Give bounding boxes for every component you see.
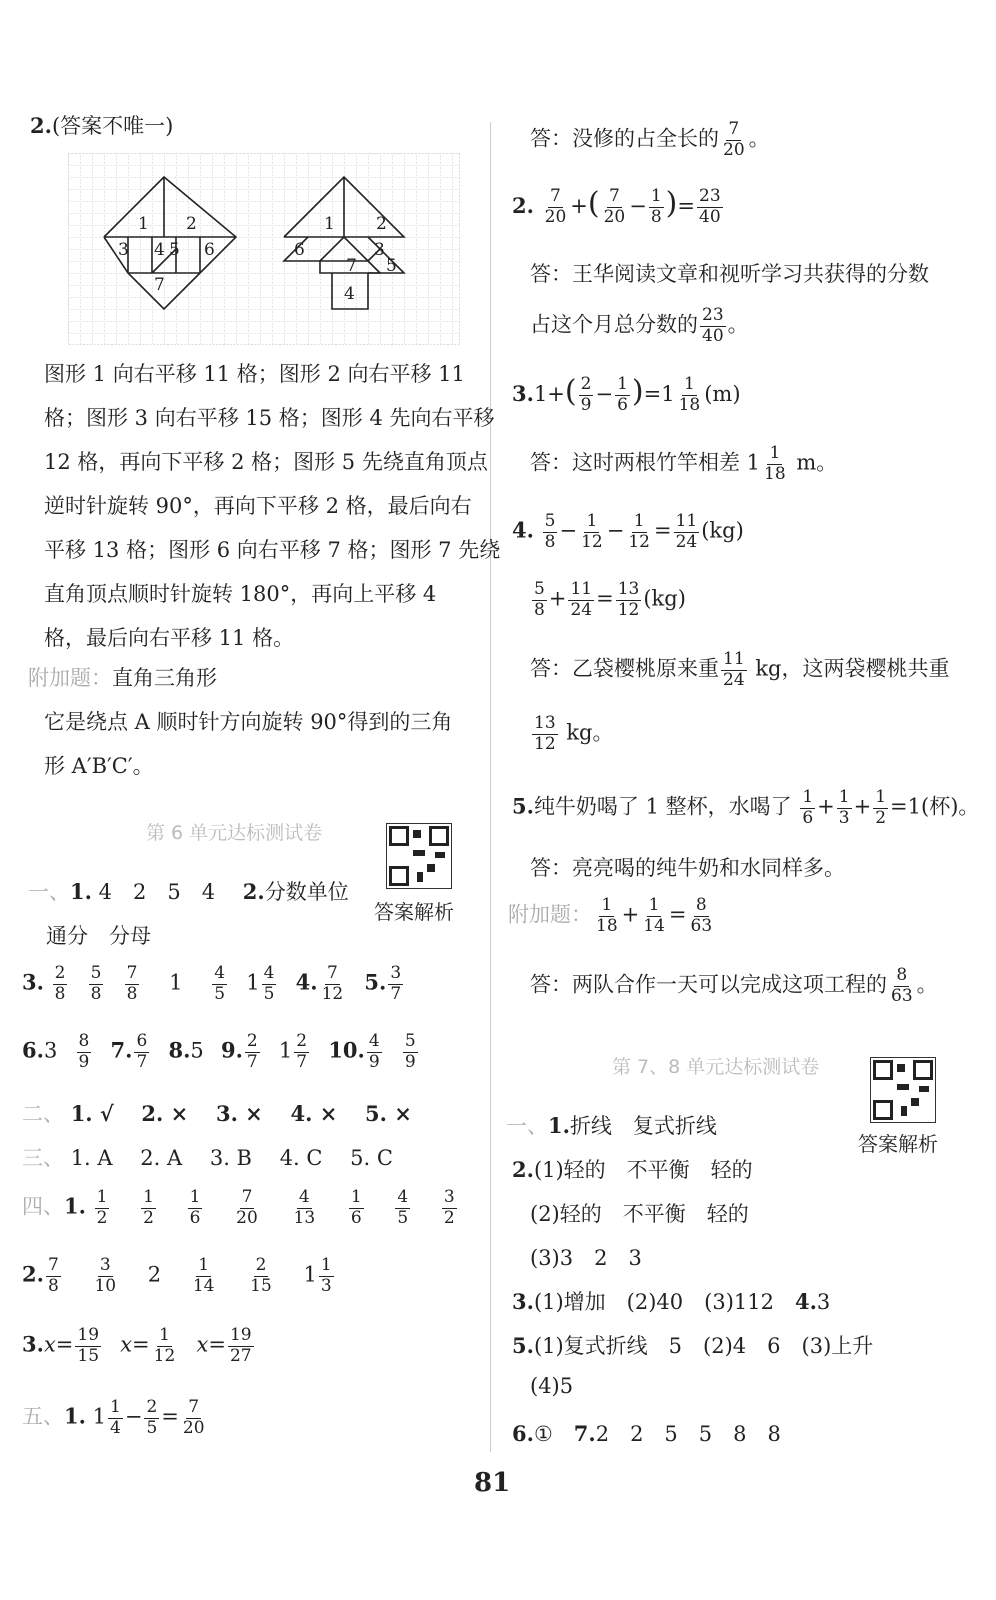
answer-item: 2. × [141,1101,189,1126]
fraction: $\frac{19}{15}$ [77,1325,100,1366]
answer-values: (1)复式折线 5 (2)4 6 (3)上升 [533,1334,874,1358]
paragraph-line: 格，最后向右平移 11 格。 [44,626,295,650]
fraction: $\frac{2}{7}$ [296,1031,308,1072]
question-number: 4. [295,969,318,995]
r-line-6 [512,1330,873,1360]
section-marker: 一、 [28,880,70,904]
fraction: $\frac{1}{12}$ [581,511,603,552]
fraction: $\frac{7}{12}$ [321,963,344,1004]
question-2-heading [30,110,173,140]
extra-question [28,662,217,692]
question-number: 2. [22,1261,44,1287]
answer-line [530,444,837,484]
answer-value: 2 [147,1262,162,1287]
answer-item: 4. C [279,1146,323,1170]
unit: (m) [704,382,741,406]
fraction: $\frac{8}{63}$ [891,965,913,1006]
question-number: 2. [512,193,534,218]
answer-value: 5 [190,1038,204,1063]
fraction: $\frac{13}{12}$ [617,579,640,620]
fraction: $\frac{7}{20}$ [603,186,626,227]
right-q4-expression: 4. $\frac{5}{8}$ − $\frac{1}{12}$ − $\frac{1}{12}$ = $\frac{11}{24}$ (kg) [512,511,744,552]
right-q3-expression: 3.1+( $\frac{2}{9}$ − $\frac{1}{6}$ )=1 $\frac{1}{18}$ (m) [512,374,741,415]
answer-row-6 [22,1032,420,1072]
answer-line: 答：王华阅读文章和视听学习共获得的分数 [530,262,929,286]
grid-label: 1 [138,214,149,234]
question-number: 3. [22,969,44,995]
fraction: $\frac{1}{4}$ [110,1397,121,1438]
extra-answer: 直角三角形 [112,666,217,690]
grid-label: 4 [154,240,165,260]
answer-values: 分数单位 [264,880,349,904]
fraction: $\frac{1}{6}$ [617,374,628,415]
fraction: $\frac{7}{20}$ [182,1397,205,1438]
equation-lhs: x= [196,1332,226,1357]
fraction: $\frac{3}{10}$ [94,1255,117,1296]
answer-line: 答：亮亮喝的纯牛奶和水同样多。 [530,856,845,880]
unit: m。 [796,450,838,475]
punctuation: 。 [727,312,749,337]
operator: − [124,1404,143,1429]
qr-code-icon[interactable] [870,1057,936,1123]
fraction: $\frac{4}{5}$ [397,1187,409,1228]
fraction: $\frac{11}{24}$ [723,649,745,690]
section-marker: 二、 [22,1102,64,1126]
section-marker: 四、 [22,1194,64,1219]
mixed-whole: 1 [246,970,260,995]
grid-label: 2 [376,214,387,234]
grid-label: 7 [154,275,165,295]
fraction: $\frac{2}{8}$ [54,963,66,1004]
extra-label: 附加题： [508,902,592,927]
grid-label: 6 [204,240,215,260]
answer-line [530,966,938,1006]
answer-text: kg，这两袋樱桃共重 [755,656,950,681]
column-divider [490,122,491,1452]
right-extra: 附加题： $\frac{1}{18}$ + $\frac{1}{14}$ = $\frac{8}{63}$ [508,895,713,936]
question-number: 2. [242,879,265,904]
section-4-q1 [22,1188,459,1228]
question-number: 1. [70,879,92,904]
answer-text: 答：这时两根竹竿相差 1 [530,450,761,475]
question-note: (答案不唯一) [51,114,174,138]
section-2-row [22,1098,412,1128]
punctuation: 。 [748,126,770,151]
right-q5: 5.纯牛奶喝了 1 整杯，水喝了 $\frac{1}{6}$ + $\frac{1}{3}$ + $\frac{1}{2}$ =1(杯)。 [512,787,980,828]
right-q4b-expression: $\frac{5}{8}$ + $\frac{11}{24}$ = $\frac{13}{12}$ (kg) [534,579,686,620]
fraction: $\frac{4}{5}$ [263,963,275,1004]
r-line-3: (2)轻的 不平衡 轻的 [530,1202,749,1226]
fraction: $\frac{7}{20}$ [544,186,567,227]
fraction: $\frac{1}{3}$ [320,1255,332,1296]
mixed-whole: 1 [278,1038,293,1063]
fraction: $\frac{3}{2}$ [443,1187,455,1228]
paragraph-line: 形 A′B′C′。 [44,754,154,778]
fraction: $\frac{5}{8}$ [534,579,545,620]
answer-values: (1)轻的 不平衡 轻的 [533,1158,753,1182]
fraction: $\frac{11}{24}$ [675,511,698,552]
question-number: 3. [512,1289,534,1314]
question-number: 1. [548,1113,570,1138]
unit: (kg) [701,518,744,543]
equation-lhs: x= [43,1332,74,1357]
extra-explanation [44,700,452,788]
question-number: 8. [168,1037,191,1063]
extra-label: 附加题： [28,666,112,690]
answer-text: 答：两队合作一天可以完成这项工程的 [530,972,887,997]
question-number: 10. [328,1037,365,1063]
qr-caption: 答案解析 [858,1132,938,1156]
fraction: $\frac{23}{40}$ [702,305,724,346]
fraction: $\frac{8}{63}$ [690,895,713,936]
fraction: $\frac{1}{18}$ [596,895,618,936]
fraction: $\frac{1}{12}$ [153,1325,176,1366]
section-4-q3 [22,1326,256,1366]
fraction: $\frac{2}{9}$ [580,374,592,415]
answer-text: 答：乙袋樱桃原来重 [530,656,719,681]
section-marker: 五、 [22,1404,64,1429]
r-line-5 [512,1286,830,1316]
answer-line [530,120,770,160]
paragraph-line: 直角顶点顺时针旋转 180°，再向上平移 4 [44,582,437,606]
r-line-8 [512,1418,781,1448]
section-marker: 三、 [22,1146,64,1170]
page-number: 81 [474,1468,511,1498]
fraction: $\frac{1}{6}$ [802,787,814,828]
qr-caption: 答案解析 [374,900,454,924]
fraction: $\frac{7}{8}$ [47,1255,59,1296]
r-line-4: (3)3 2 3 [530,1246,642,1270]
question-number: 5. [512,793,534,819]
fraction: $\frac{2}{15}$ [250,1255,272,1296]
section-5-q1 [22,1398,209,1438]
question-number: 4. [794,1289,817,1314]
grid-label: 1 [324,214,335,234]
answer-text: 答：没修的占全长的 [530,126,719,151]
paragraph-line: 格；图形 3 向右平移 15 格；图形 4 先向右平移 [44,406,495,430]
answer-item: 5. × [365,1101,412,1126]
question-number: 3. [22,1331,44,1357]
r-line-1 [506,1110,717,1140]
r-line-7: (4)5 [530,1374,574,1398]
fraction: $\frac{4}{9}$ [368,1031,380,1072]
fraction: $\frac{13}{12}$ [534,713,556,754]
answer-row-3 [22,964,405,1004]
answer-text: 占这个月总分数的 [530,312,698,337]
fraction: $\frac{4}{5}$ [214,963,226,1004]
fraction: $\frac{7}{20}$ [236,1187,258,1228]
mixed-whole: 1 [303,1262,317,1287]
fraction: $\frac{1}{2}$ [875,787,887,828]
fraction: $\frac{5}{8}$ [544,511,556,552]
answer-values: 3 [816,1290,831,1314]
question-number: 7. [573,1421,596,1446]
answer-item: 3. B [209,1146,252,1170]
question-number: 7. [110,1037,133,1063]
grid-label: 3 [118,240,129,260]
question-number: 4. [512,517,534,543]
section-4-q2 [22,1256,336,1296]
answer-values: 4 2 5 4 [98,880,216,904]
operator: 1+ [533,382,565,406]
fraction: $\frac{4}{13}$ [293,1187,316,1228]
answer-item: 3. × [215,1101,263,1126]
fraction: $\frac{1}{14}$ [192,1255,215,1296]
fraction: $\frac{1}{12}$ [628,511,650,552]
question-number: 2. [512,1157,534,1182]
fraction: $\frac{1}{6}$ [189,1187,201,1228]
question-number: 3. [512,381,534,406]
fraction: $\frac{1}{14}$ [643,895,665,936]
answer-text: =1(杯)。 [890,794,980,819]
answer-line [530,306,749,346]
s1-line-1 [28,876,349,906]
s1-line-2: 通分 分母 [46,924,151,948]
question-number: 5. [512,1333,534,1358]
paragraph-line: 12 格，再向下平移 2 格；图形 5 先绕直角顶点 [44,450,488,474]
answer-item: 4. × [290,1101,338,1126]
section-marker: 一、 [506,1114,548,1138]
fraction: $\frac{1}{8}$ [650,186,662,227]
fraction: $\frac{11}{24}$ [570,579,593,620]
fraction: $\frac{7}{8}$ [126,963,138,1004]
grid-label: 4 [344,284,355,304]
answer-text: kg。 [566,720,614,745]
grid-label: 6 [294,240,305,260]
answer-line [530,714,614,754]
paragraph-line: 图形 1 向右平移 11 格；图形 2 向右平移 11 [44,362,465,386]
fraction: $\frac{8}{9}$ [78,1031,90,1072]
fraction: $\frac{1}{6}$ [350,1187,362,1228]
answer-item: 2. A [140,1146,183,1170]
question-number: 1. [64,1403,86,1429]
grid-label: 5 [169,240,180,260]
fraction: $\frac{5}{9}$ [404,1031,416,1072]
answer-values: (1)增加 (2)40 (3)112 [533,1290,774,1314]
operator: =1 [643,382,675,406]
fraction: $\frac{7}{20}$ [723,119,745,160]
grid-label: 3 [374,240,385,260]
equation-lhs: x= [120,1332,150,1357]
answer-value: 1 [169,970,183,995]
paragraph-line: 平移 13 格；图形 6 向右平移 7 格；图形 7 先绕 [44,538,501,562]
translation-grid-figure [68,153,460,345]
fraction: $\frac{3}{7}$ [390,963,402,1004]
question-number: 6. [512,1421,534,1446]
question-number: 5. [364,969,387,995]
question-number: 1. [64,1193,86,1219]
unit-78-title: 第 7、8 单元达标测试卷 [612,1056,820,1078]
unit: (kg) [643,586,686,611]
translation-explanation [44,352,500,660]
unit-6-title: 第 6 单元达标测试卷 [146,822,323,844]
right-q2-expression: 2. $\frac{7}{20}$ +( $\frac{7}{20}$ − $\frac{1}{8}$ )= $\frac{23}{40}$ [512,186,721,227]
paragraph-line: 它是绕点 A 顺时针方向旋转 90°得到的三角 [44,710,453,734]
fraction: $\frac{5}{8}$ [90,963,102,1004]
qr-code-icon[interactable] [386,823,452,889]
fraction: $\frac{2}{5}$ [146,1397,158,1438]
answer-line [530,650,950,690]
fraction: $\frac{1}{2}$ [96,1187,108,1228]
fraction: $\frac{1}{18}$ [764,443,786,484]
answer-item: 1. √ [70,1101,114,1126]
r-line-2 [512,1154,753,1184]
section-3-row [22,1142,393,1172]
fraction: $\frac{1}{18}$ [678,374,701,415]
punctuation: 。 [916,972,938,997]
grid-label: 5 [386,256,397,276]
question-number: 9. [220,1037,243,1063]
fraction: $\frac{1}{3}$ [838,787,850,828]
answer-text: 纯牛奶喝了 1 整杯，水喝了 [533,794,792,819]
answer-values: 2 2 5 5 8 8 [595,1422,781,1446]
answer-item: 1. A [70,1146,113,1170]
operator: = [161,1404,179,1429]
fraction: $\frac{6}{7}$ [136,1031,148,1072]
grid-label: 2 [186,214,197,234]
fraction: $\frac{1}{2}$ [143,1187,154,1228]
question-number: 6. [22,1037,44,1063]
fraction: $\frac{23}{40}$ [699,186,721,227]
mixed-whole: 1 [92,1404,106,1429]
fraction: $\frac{19}{27}$ [229,1325,252,1366]
answer-values: 折线 复式折线 [569,1114,717,1138]
answer-value: 3 [43,1038,58,1063]
fraction: $\frac{2}{7}$ [246,1031,258,1072]
grid-label: 7 [346,256,357,276]
answer-item: 5. C [350,1146,393,1170]
answer-values: ① [533,1422,553,1446]
question-number: 2. [30,113,52,138]
paragraph-line: 逆时针旋转 90°，再向下平移 2 格，最后向右 [44,494,472,518]
